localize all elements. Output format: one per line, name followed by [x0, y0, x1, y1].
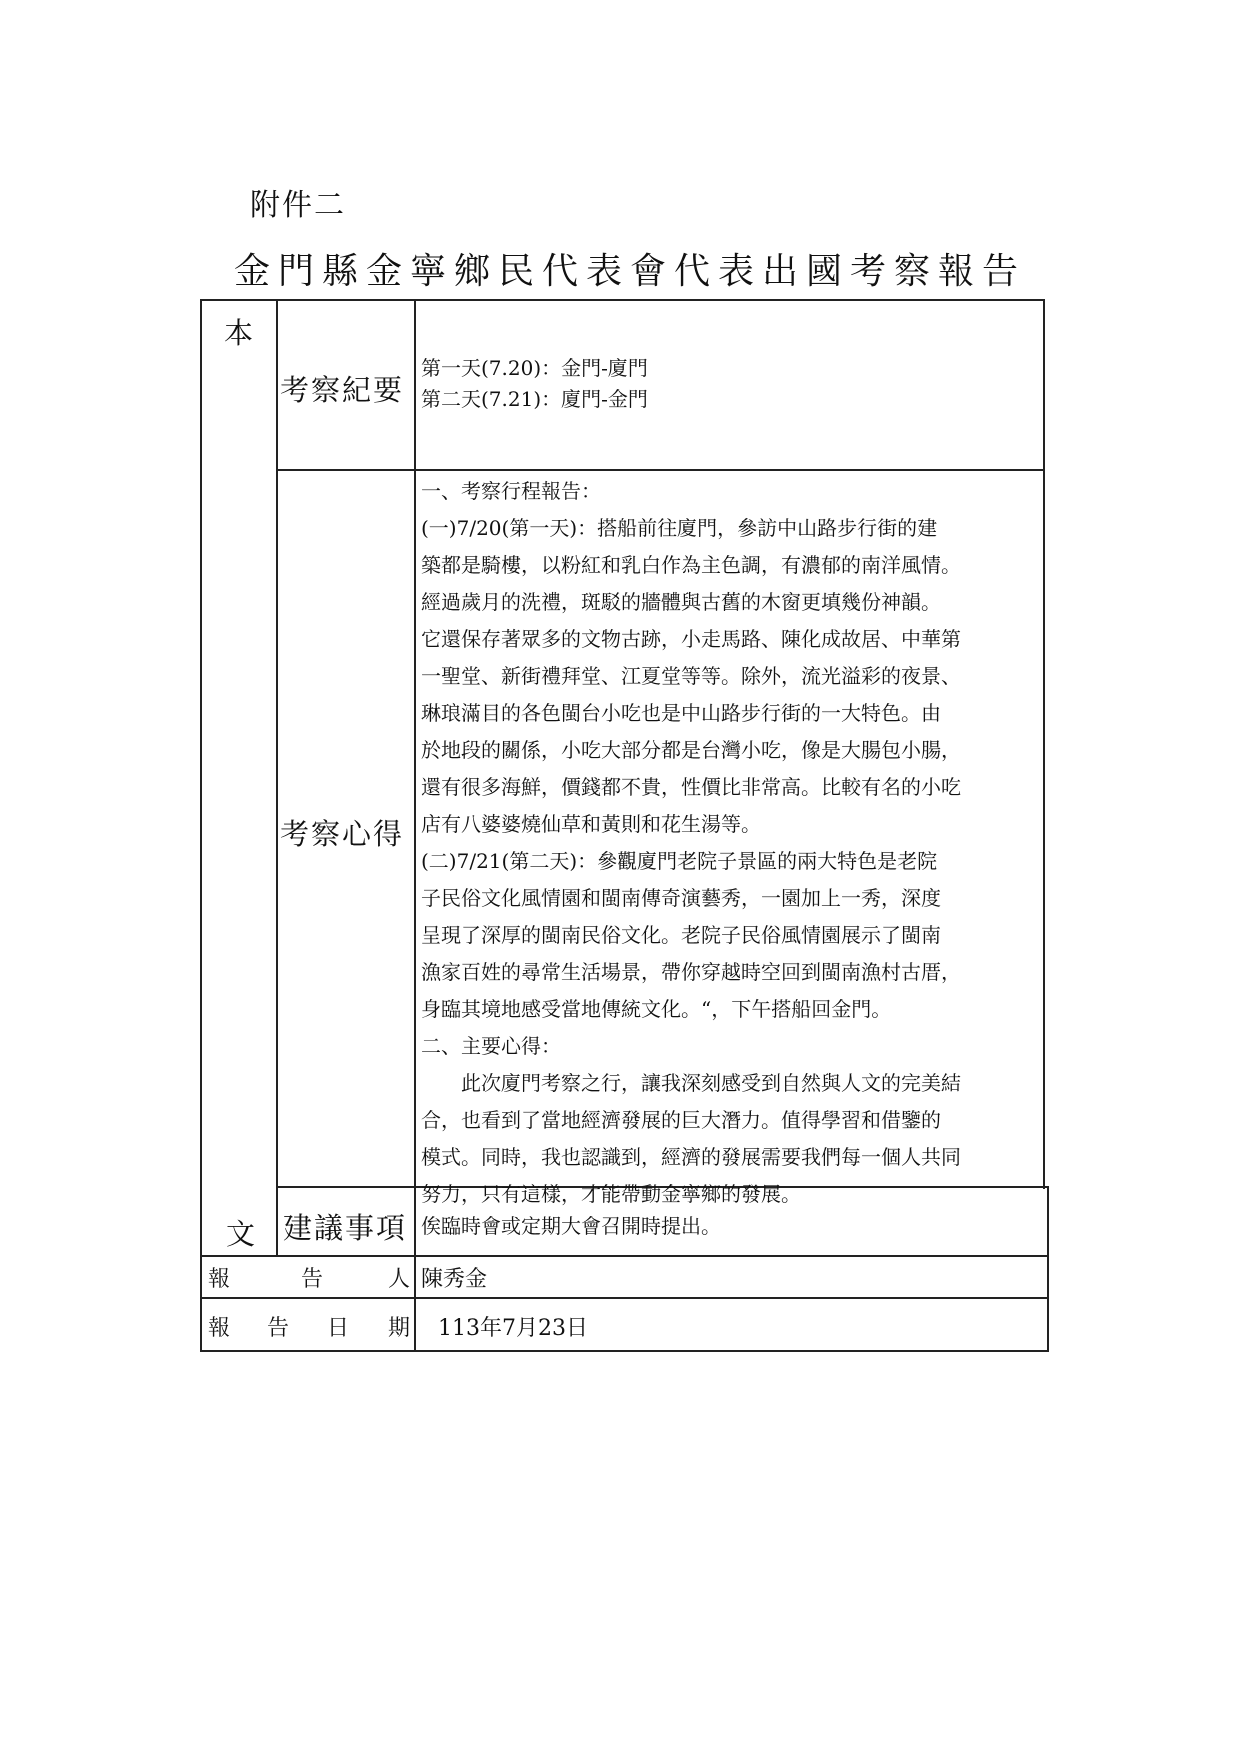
table-border-bottom: [200, 1350, 1049, 1352]
insights-line: (二)7/21(第二天)：參觀廈門老院子景區的兩大特色是老院: [421, 849, 938, 873]
divider-summary: [276, 469, 1045, 471]
insights-line: (一)7/20(第一天)：搭船前往廈門，參訪中山路步行街的建: [421, 516, 938, 540]
report-date-value: 113年7月23日: [438, 1316, 588, 1341]
report-date-label-char: 告: [267, 1316, 290, 1341]
report-date-label-char: 報: [208, 1316, 231, 1341]
summary-line: 第二天(7.21)：廈門-金門: [421, 387, 648, 411]
summary-content: [421, 350, 648, 418]
insights-line: 築都是騎樓，以粉紅和乳白作為主色調，有濃郁的南洋風情。: [421, 553, 961, 577]
insights-label: 考察心得: [280, 817, 405, 851]
insights-line: 努力，只有這樣，才能帶動金寧鄉的發展。: [421, 1182, 801, 1206]
side-label-bottom: 文: [226, 1217, 256, 1251]
insights-line: 於地段的關係，小吃大部分都是台灣小吃，像是大腸包小腸，: [421, 738, 961, 762]
suggestion-label: 建議事項: [283, 1211, 408, 1245]
reporter-label-char: 告: [301, 1267, 324, 1292]
insights-line: 還有很多海鮮，價錢都不貴，性價比非常高。比較有名的小吃: [421, 775, 961, 799]
insights-line: 子民俗文化風情園和閩南傳奇演藝秀，一園加上一秀，深度: [421, 886, 941, 910]
insights-line: 漁家百姓的尋常生活場景，帶你穿越時空回到閩南漁村古厝，: [421, 960, 961, 984]
insights-line: 身臨其境地感受當地傳統文化。“，下午搭船回金門。: [421, 997, 892, 1021]
table-border-left: [200, 299, 202, 1352]
summary-label: 考察紀要: [280, 373, 405, 407]
insights-line: 一聖堂、新街禮拜堂、江夏堂等等。除外，流光溢彩的夜景、: [421, 664, 961, 688]
insights-line: 它還保存著眾多的文物古跡，小走馬路、陳化成故居、中華第: [421, 627, 961, 651]
suggestion-value: 俟臨時會或定期大會召開時提出。: [421, 1214, 721, 1238]
divider-suggestion: [200, 1255, 1049, 1257]
insights-line: 模式。同時，我也認識到，經濟的發展需要我們每一個人共同: [421, 1145, 961, 1169]
report-date-label-char: 日: [327, 1316, 350, 1341]
report-date-label-char: 期: [388, 1316, 411, 1341]
reporter-name: 陳秀金: [421, 1267, 488, 1292]
table-border-top: [200, 299, 1045, 301]
summary-line: 第一天(7.20)：金門-廈門: [421, 356, 648, 380]
divider-label-column: [414, 299, 416, 1352]
insights-line: 二、主要心得：: [421, 1034, 561, 1058]
insights-line: 一、考察行程報告：: [421, 479, 601, 503]
insights-line: 合，也看到了當地經濟發展的巨大潛力。值得學習和借鑒的: [421, 1108, 941, 1132]
attachment-label: 附件二: [250, 188, 346, 223]
insights-line: 此次廈門考察之行，讓我深刻感受到自然與人文的完美結: [461, 1071, 961, 1095]
reporter-label-char: 報: [208, 1267, 231, 1292]
reporter-label-char: 人: [388, 1267, 411, 1292]
divider-reporter: [200, 1297, 1049, 1299]
insights-content: [421, 473, 1041, 1213]
insights-line: 呈現了深厚的閩南民俗文化。老院子民俗風情園展示了閩南: [421, 923, 941, 947]
table-border-right-lower: [1047, 1186, 1049, 1352]
insights-line: 經過歲月的洗禮，斑駁的牆體與古舊的木窗更填幾份神韻。: [421, 590, 941, 614]
side-label-top: 本: [224, 316, 254, 350]
divider-side-column: [276, 299, 278, 1257]
insights-line: 琳琅滿目的各色閩台小吃也是中山路步行街的一大特色。由: [421, 701, 941, 725]
insights-line: 店有八婆婆燒仙草和黃則和花生湯等。: [421, 812, 761, 836]
report-title: 金門縣金寧鄉民代表會代表出國考察報告: [233, 251, 1026, 292]
table-border-right-upper: [1043, 299, 1045, 1189]
